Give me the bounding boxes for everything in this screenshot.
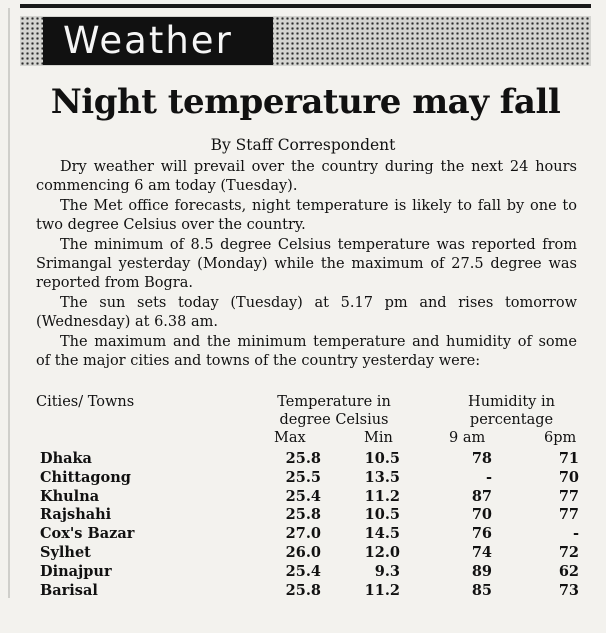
6pm-subheader: 6pm [544, 430, 577, 446]
max-subheader: Max [274, 430, 306, 446]
paragraph: The maximum and the minimum temperature and humidity of some of the major cities and towns of the country yesterday were: [36, 333, 577, 370]
humidity-6pm-cell: 73 [558, 581, 579, 599]
humidity-6pm-cell: 77 [558, 506, 579, 524]
page-edge [8, 8, 10, 598]
table-row [36, 582, 577, 601]
max-cell: 25.8 [285, 506, 321, 524]
min-cell: 14.5 [364, 525, 400, 543]
humidity-6pm-cell: 71 [558, 450, 579, 467]
min-cell: 9.3 [374, 562, 400, 580]
paragraph: The Met office forecasts, night temperature is likely to fall by one to two degree Celsius over the country. [36, 197, 577, 234]
min-cell: 10.5 [364, 450, 400, 467]
humidity-9am-cell: 78 [471, 450, 492, 467]
paragraph: Dry weather will prevail over the country during the next 24 hours commencing 6 am today (Tuesday). [36, 159, 577, 195]
min-cell: 10.5 [364, 506, 400, 524]
city-cell: Chittagong [40, 468, 131, 486]
article-body [36, 158, 577, 371]
humidity-6pm-cell: 70 [558, 468, 579, 486]
min-subheader: Min [364, 430, 393, 446]
9am-subheader: 9 am [449, 430, 486, 446]
table-header [36, 393, 577, 453]
humidity-9am-cell: 87 [471, 487, 492, 505]
humidity-9am-cell: 74 [471, 543, 492, 561]
humidity-6pm-cell: 62 [558, 562, 579, 580]
paragraph: The sun sets today (Tuesday) at 5.17 pm and rises tomorrow (Wednesday) at 6.38 am. [36, 294, 577, 331]
byline: By Staff Correspondent [210, 136, 396, 154]
city-cell: Sylhet [40, 543, 91, 561]
max-cell: 27.0 [285, 525, 321, 543]
humidity-header-line-1: Humidity in [468, 394, 555, 410]
city-cell: Khulna [40, 487, 100, 505]
table-row [36, 506, 577, 525]
section-label: Weather [43, 17, 273, 65]
cities-header: Cities/ Towns [36, 394, 135, 410]
table-row [36, 450, 577, 469]
max-cell: 25.4 [285, 487, 321, 505]
table-row [36, 525, 577, 544]
max-cell: 25.4 [285, 562, 321, 580]
max-cell: 25.5 [285, 468, 321, 486]
humidity-6pm-cell: - [572, 525, 579, 543]
humidity-9am-cell: 70 [471, 506, 492, 524]
min-cell: 12.0 [364, 543, 400, 561]
humidity-9am-cell: 76 [471, 525, 492, 543]
humidity-9am-cell: 89 [471, 562, 492, 580]
max-cell: 26.0 [285, 543, 321, 561]
table-row [36, 544, 577, 563]
city-cell: Rajshahi [40, 506, 112, 524]
city-cell: Dhaka [40, 450, 92, 467]
max-cell: 25.8 [285, 450, 321, 467]
humidity-header-line-2: percentage [469, 412, 554, 428]
table-row [36, 563, 577, 582]
humidity-9am-cell: - [485, 468, 492, 486]
table-row [36, 469, 577, 488]
temperature-header [264, 393, 404, 429]
humidity-9am-cell: 85 [471, 581, 492, 599]
weather-table [36, 450, 577, 600]
min-cell: 11.2 [364, 487, 400, 505]
city-cell: Dinajpur [40, 562, 112, 580]
min-cell: 11.2 [364, 581, 400, 599]
paragraph: The minimum of 8.5 degree Celsius temperature was reported from Srimangal yesterday (Monday) while the maximum of 27.5 degree was reported from Bogra. [36, 236, 577, 292]
temperature-header-line-1: Temperature in [277, 394, 391, 410]
temperature-header-line-2: degree Celsius [279, 412, 389, 428]
table-row [36, 488, 577, 507]
max-cell: 25.8 [285, 581, 321, 599]
humidity-6pm-cell: 72 [558, 543, 579, 561]
min-cell: 13.5 [364, 468, 400, 486]
headline: Night temperature may fall [50, 82, 561, 122]
humidity-header [444, 393, 579, 429]
city-cell: Cox's Bazar [40, 525, 135, 543]
city-cell: Barisal [40, 581, 98, 599]
humidity-6pm-cell: 77 [558, 487, 579, 505]
top-rule [20, 4, 591, 8]
